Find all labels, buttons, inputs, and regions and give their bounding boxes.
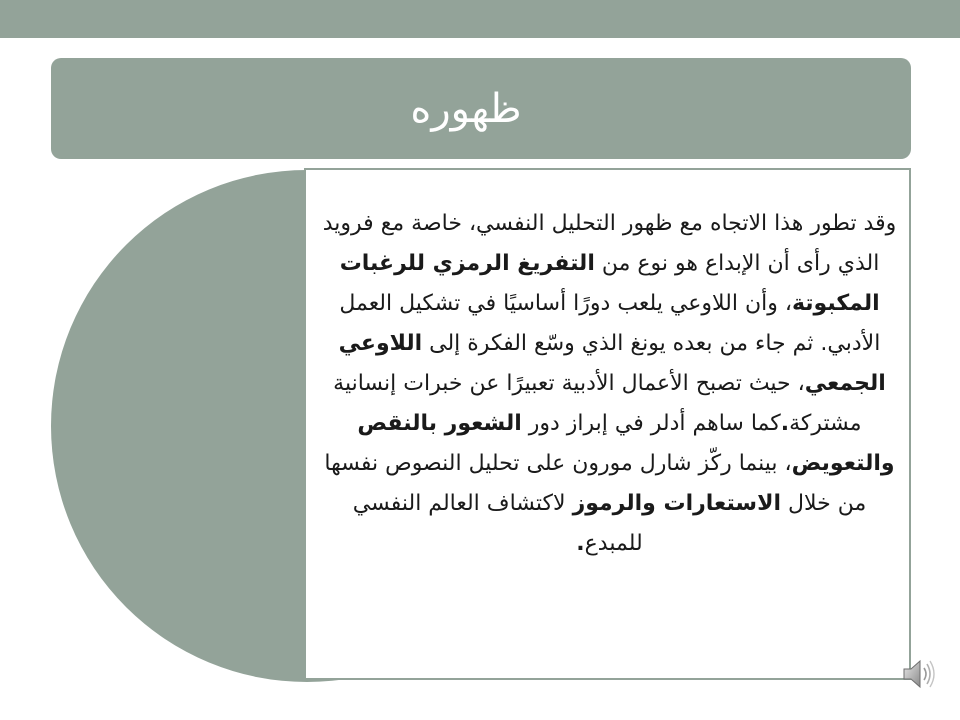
content-box — [304, 168, 911, 680]
slide-title: ظهوره — [410, 85, 522, 132]
body-text-5: ، بينما ركّز شارل مورون على تحليل النصوص نفسها من خلال — [324, 451, 867, 516]
body-text-6: لاكتشاف العالم النفسي للمبدع — [352, 491, 643, 556]
top-decor-band — [0, 0, 960, 38]
body-text-1: وقد تطور هذا الاتجاه مع ظهور التحليل النفسي، خاصة مع فرويد الذي رأى أن الإبداع هو نوع من — [322, 211, 897, 276]
body-text-2: ، وأن اللاوعي يلعب دورًا أساسيًا في تشكيل العمل الأدبي. ثم جاء من بعده يونغ الذي وسّع الفكرة إلى — [339, 291, 881, 356]
bold-period-2: . — [576, 531, 585, 556]
bold-period-1: . — [780, 411, 790, 436]
speaker-icon[interactable] — [898, 654, 938, 694]
bold-inferiority-compensation: الشعور بالنقص والتعويض — [357, 411, 895, 476]
bold-metaphors-symbols: الاستعارات والرموز — [572, 491, 781, 516]
body-paragraph — [318, 204, 901, 564]
bold-symbolic-discharge: التفريغ الرمزي للرغبات المكبوتة — [339, 251, 880, 316]
speaker-icon-graphic — [898, 654, 938, 694]
body-text-4: كما ساهم أدلر في إبراز دور — [521, 411, 781, 436]
title-bar — [51, 58, 911, 159]
bold-collective-unconscious: اللاوعي الجمعي — [338, 331, 886, 396]
body-text-3: ، حيث تصبح الأعمال الأدبية تعبيرًا عن خبرات إنسانية مشتركة — [333, 371, 862, 436]
